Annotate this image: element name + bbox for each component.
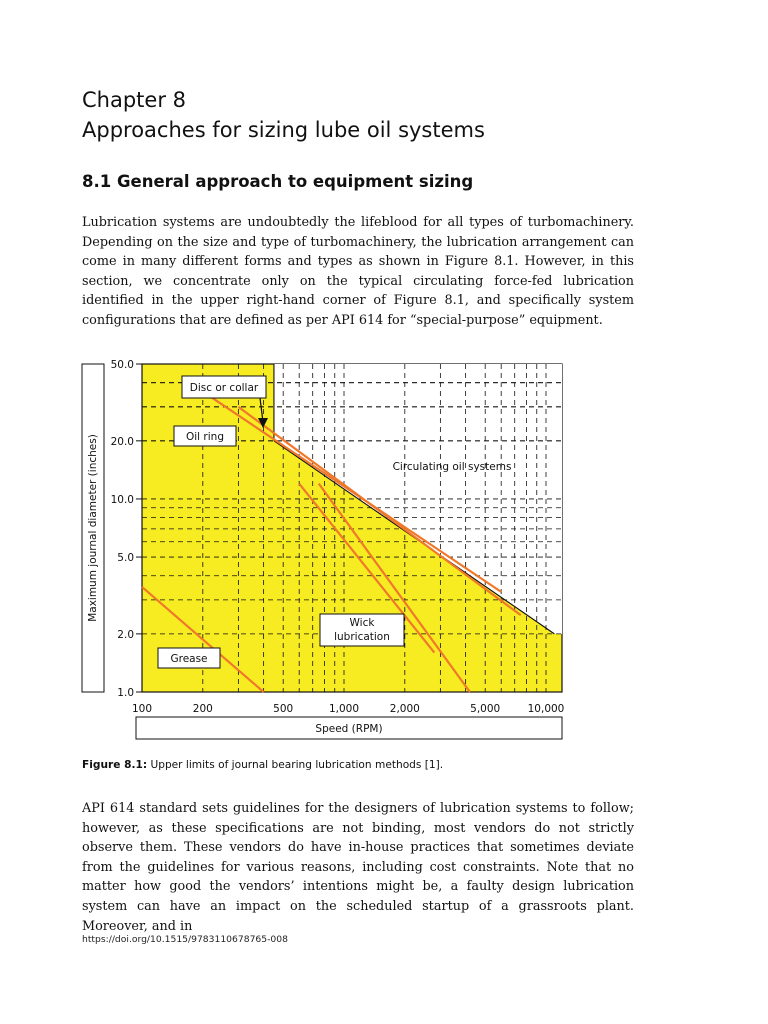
intro-paragraph [82, 213, 634, 331]
chapter-title: Approaches for sizing lube oil systems [82, 118, 485, 142]
x-tick-label: 200 [192, 703, 213, 715]
y-axis-label: Maximum journal diameter (inches) [87, 434, 99, 622]
x-tick-label: 1,000 [328, 703, 360, 715]
x-tick-label: 500 [273, 703, 294, 715]
figure-label: Figure 8.1: [82, 759, 148, 771]
annotation-wick-lubrication: lubrication [334, 631, 390, 643]
intro-text: Lubrication systems are undoubtedly the lifeblood for all types of turbomachinery. Depending on the size and type of turbomachinery, the lubrication arrangement can come in many different forms and types as shown in Figure 8.1. However, in this section, we concentrate only on the typical circulating force-fed lubrication identified in the upper right-hand corner of Figure 8.1, and specifically system configurations that are defined as per API 614 for “special-purpose” equipment. [82, 215, 634, 328]
x-axis-label: Speed (RPM) [315, 723, 383, 735]
figure-caption [82, 759, 443, 771]
annotation-oil-ring: Oil ring [186, 431, 224, 443]
x-tick-label: 100 [131, 703, 153, 715]
x-tick-label: 2,000 [389, 703, 420, 715]
body-text: API 614 standard sets guidelines for the designers of lubrication systems to follow; however, as these specifications are not binding, most vendors do not strictly observe them. These vendors do have in-house practices that sometimes deviate from the guidelines for various reasons, including cost constraints. Note that no matter how good the vendors’ intentions might be, a faulty design lubrication system can have an impact on the scheduled startup of a grassroots plant. Moreover, and in [82, 801, 634, 934]
x-tick-label: 10,000 [527, 703, 565, 715]
figure-caption-text: Upper limits of journal bearing lubrication methods [1]. [147, 759, 444, 771]
annotation-disc-or-collar: Disc or collar [189, 382, 259, 394]
y-tick-label: 50.0 [110, 359, 134, 371]
annotation-grease: Grease [170, 653, 208, 665]
annotation-circulating-oil-systems: Circulating oil systems [392, 461, 512, 473]
y-tick-label: 10.0 [110, 493, 134, 506]
body-paragraph [82, 799, 634, 936]
y-tick-label: 2.0 [117, 628, 134, 641]
figure-8-1-chart [80, 352, 580, 747]
section-title: 8.1 General approach to equipment sizing [82, 172, 474, 191]
y-tick-label: 5.0 [117, 552, 134, 565]
chapter-number: Chapter 8 [82, 88, 186, 112]
y-tick-label: 20.0 [110, 435, 134, 448]
x-tick-label: 5,000 [470, 703, 501, 715]
y-tick-label: 1.0 [117, 687, 134, 699]
doi-link[interactable]: https://doi.org/10.1515/9783110678765-008 [82, 934, 288, 945]
annotation-wick-lubrication: Wick [349, 617, 375, 629]
